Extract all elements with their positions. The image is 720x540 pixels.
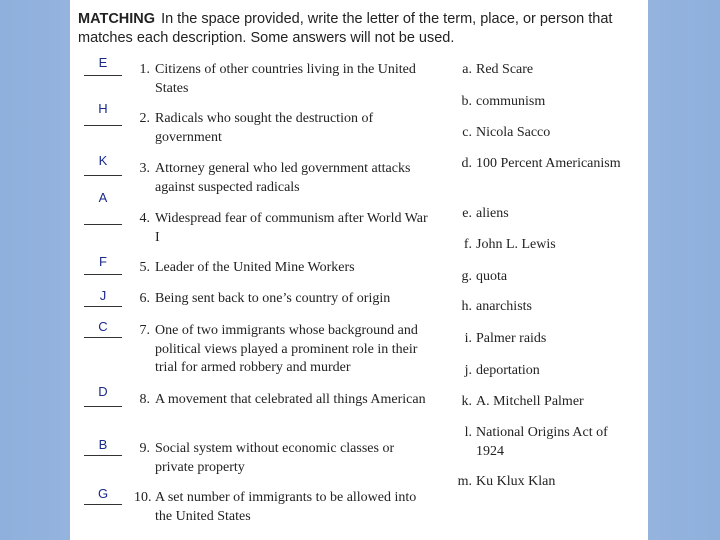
question-text: Citizens of other countries living in the United States — [155, 62, 416, 96]
option-letter: a. — [462, 62, 472, 77]
worksheet-page — [70, 0, 648, 540]
option-letter: f. — [463, 237, 472, 252]
option-letter: l. — [464, 425, 472, 440]
question-text: Being sent back to one’s country of origin — [155, 291, 391, 306]
answer-5[interactable]: F — [99, 254, 107, 269]
blank-line-9[interactable] — [84, 455, 122, 456]
question-number: 5. — [139, 260, 150, 275]
question-number: 3. — [139, 161, 150, 176]
option-m — [456, 473, 636, 492]
answer-9[interactable]: B — [98, 437, 108, 452]
blank-line-2[interactable] — [84, 125, 122, 126]
instructions-header — [78, 10, 638, 48]
question-number: 9. — [139, 441, 150, 456]
option-letter: h. — [461, 299, 472, 314]
question-number: 4. — [139, 211, 150, 226]
option-text: Red Scare — [476, 62, 534, 77]
option-letter: b. — [461, 94, 472, 109]
option-text: deportation — [476, 363, 540, 378]
option-letter: e. — [462, 206, 472, 221]
question-number: 2. — [139, 111, 150, 126]
option-text: John L. Lewis — [476, 237, 556, 252]
option-i — [456, 330, 636, 349]
question-number: 1. — [139, 62, 150, 77]
option-text: Palmer raids — [476, 331, 547, 346]
question-number: 7. — [139, 323, 150, 338]
blank-line-6[interactable] — [84, 306, 122, 307]
answer-7[interactable]: C — [98, 319, 108, 334]
question-number: 10. — [134, 490, 152, 505]
blank-line-4[interactable] — [84, 224, 122, 225]
option-text: 100 Percent Americanism — [476, 156, 621, 171]
option-g — [456, 268, 636, 287]
question-text: Attorney general who led government attacks against suspected radicals — [155, 161, 411, 195]
option-letter: m. — [457, 474, 472, 489]
option-a — [456, 61, 636, 80]
option-text: Nicola Sacco — [476, 125, 551, 140]
blank-line-3[interactable] — [84, 175, 122, 176]
question-number: 8. — [139, 392, 150, 407]
option-e — [456, 205, 636, 224]
question-text: Social system without economic classes or private property — [155, 441, 395, 475]
option-j — [456, 362, 636, 381]
answer-3[interactable]: K — [98, 153, 108, 168]
blank-line-1[interactable] — [84, 75, 122, 76]
option-text: anarchists — [476, 299, 532, 314]
option-c — [456, 124, 636, 143]
option-k — [456, 393, 636, 412]
option-l — [456, 424, 636, 461]
question-text: One of two immigrants whose background and political views played a prominent role in their trial for armed robbery and murder — [155, 323, 418, 375]
option-letter: k. — [461, 394, 472, 409]
answer-4[interactable]: A — [98, 190, 108, 205]
answer-6[interactable]: J — [99, 288, 107, 303]
question-text: Radicals who sought the destruction of government — [155, 111, 374, 145]
answer-1[interactable]: E — [98, 55, 108, 70]
blank-line-10[interactable] — [84, 504, 122, 505]
option-letter: i. — [464, 331, 472, 346]
option-text: A. Mitchell Palmer — [476, 394, 584, 409]
option-b — [456, 93, 636, 112]
question-text: A movement that celebrated all things American — [155, 392, 426, 407]
option-letter: j. — [464, 363, 472, 378]
question-text: A set number of immigrants to be allowed into the United States — [155, 490, 417, 524]
option-text: communism — [476, 94, 546, 109]
option-d — [456, 155, 636, 174]
blank-line-7[interactable] — [84, 337, 122, 338]
option-text: aliens — [476, 206, 509, 221]
option-letter: g. — [461, 269, 472, 284]
option-text: Ku Klux Klan — [476, 474, 556, 489]
option-letter: c. — [462, 125, 472, 140]
answer-10[interactable]: G — [97, 486, 109, 501]
option-f — [456, 236, 636, 255]
option-h — [456, 298, 636, 317]
blank-line-5[interactable] — [84, 274, 122, 275]
question-text: Leader of the United Mine Workers — [155, 260, 355, 275]
matching-keyword: MATCHING — [78, 11, 156, 27]
answer-8[interactable]: D — [98, 384, 108, 399]
answer-2[interactable]: H — [98, 101, 108, 116]
option-text: quota — [476, 269, 508, 284]
option-text: National Origins Act of 1924 — [476, 425, 608, 459]
blank-line-8[interactable] — [84, 406, 122, 407]
question-number: 6. — [139, 291, 150, 306]
instructions-text: In the space provided, write the letter of the term, place, or person that matches each description. Some answers will not be used. — [78, 11, 613, 46]
question-text: Widespread fear of communism after World War I — [155, 211, 428, 245]
option-letter: d. — [461, 156, 472, 171]
